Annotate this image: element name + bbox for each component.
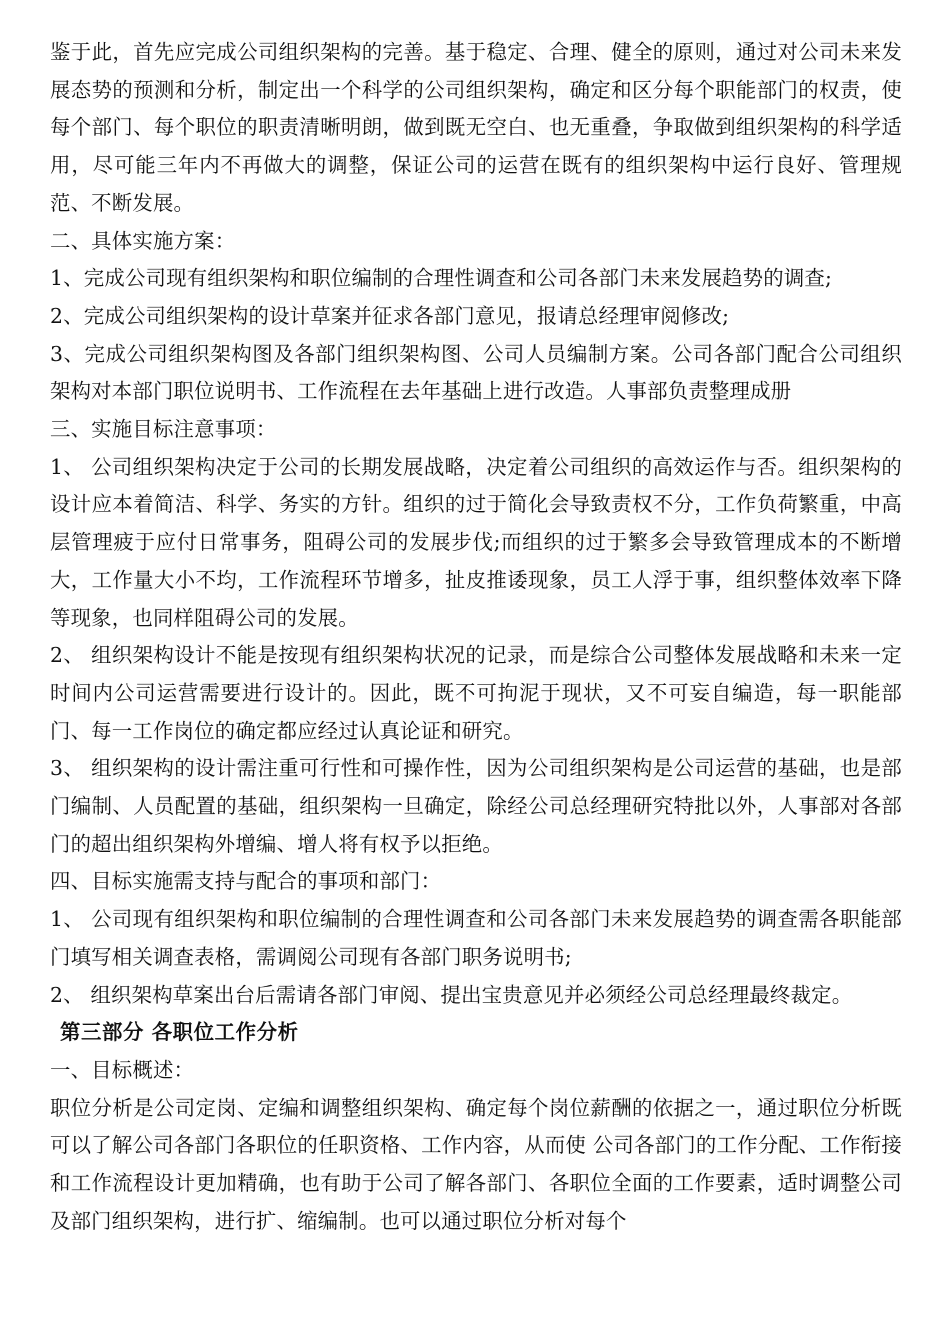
plan-item-1: 1、完成公司现有组织架构和职位编制的合理性调查和公司各部门未来发展趋势的调查;	[50, 266, 833, 291]
plan-item-2: 2、完成公司组织架构的设计草案并征求各部门意见，报请总经理审阅修改;	[50, 303, 730, 328]
section-3-heading: 三、实施目标注意事项：	[50, 417, 277, 442]
section-4-heading: 四、目标实施需支持与配合的事项和部门：	[50, 869, 442, 894]
plan-item-3: 3、完成公司组织架构图及各部门组织架构图、公司人员编制方案。公司各部门配合公司组织架构对本部门职位说明书、工作流程在去年基础上进行改造。人事部负责整理成册	[50, 341, 902, 404]
support-item-2: 2、 组织架构草案出台后需请各部门审阅、提出宝贵意见并必须经公司总经理最终裁定。	[50, 982, 853, 1007]
note-item-3: 3、 组织架构的设计需注重可行性和可操作性，因为公司组织架构是公司运营的基础，也是部门编制、人员配置的基础，组织架构一旦确定，除经公司总经理研究特批以外，人事部对各部门的超出组织架构外增编、增人将有权予以拒绝。	[50, 756, 902, 856]
section-2-heading: 二、具体实施方案：	[50, 228, 236, 253]
note-item-2: 2、 组织架构设计不能是按现有组织架构状况的记录，而是综合公司整体发展战略和未来一定时间内公司运营需要进行设计的。因此，既不可拘泥于现状，又不可妄自编造，每一职能部门、每一工作岗位的确定都应经过认真论证和研究。	[50, 643, 902, 743]
overview-heading: 一、目标概述：	[50, 1057, 195, 1082]
note-item-1: 1、 公司组织架构决定于公司的长期发展战略，决定着公司组织的高效运作与否。组织架构的设计应本着简洁、科学、务实的方针。组织的过于简化会导致责权不分，工作负荷繁重，中高层管理疲于应付日常事务，阻碍公司的发展步伐;而组织的过于繁多会导致管理成本的不断增大，工作量大小不均，工作流程环节增多，扯皮推诿现象，员工人浮于事，组织整体效率下降等现象，也同样阻碍公司的发展。	[50, 454, 902, 630]
overview-paragraph: 职位分析是公司定岗、定编和调整组织架构、确定每个岗位薪酬的依据之一，通过职位分析既可以了解公司各部门各职位的任职资格、工作内容，从而使 公司各部门的工作分配、工作衔接和工作流程设计更加精确，也有助于公司了解各部门、各职位全面的工作要素，适时调整公司及部门组织架构，进行扩、缩编制。也可以通过职位分析对每个	[50, 1095, 902, 1233]
document-page	[50, 34, 902, 1241]
intro-paragraph: 鉴于此，首先应完成公司组织架构的完善。基于稳定、合理、健全的原则，通过对公司未来发展态势的预测和分析，制定出一个科学的公司组织架构，确定和区分每个职能部门的权责，使每个部门、每个职位的职责清晰明朗，做到既无空白、也无重叠，争取做到组织架构的科学适用，尽可能三年内不再做大的调整，保证公司的运营在既有的组织架构中运行良好、管理规范、不断发展。	[50, 40, 902, 215]
support-item-1: 1、 公司现有组织架构和职位编制的合理性调查和公司各部门未来发展趋势的调查需各职能部门填写相关调查表格，需调阅公司现有各部门职务说明书;	[50, 907, 902, 969]
part-3-title: 第三部分 各职位工作分析	[60, 1020, 299, 1045]
